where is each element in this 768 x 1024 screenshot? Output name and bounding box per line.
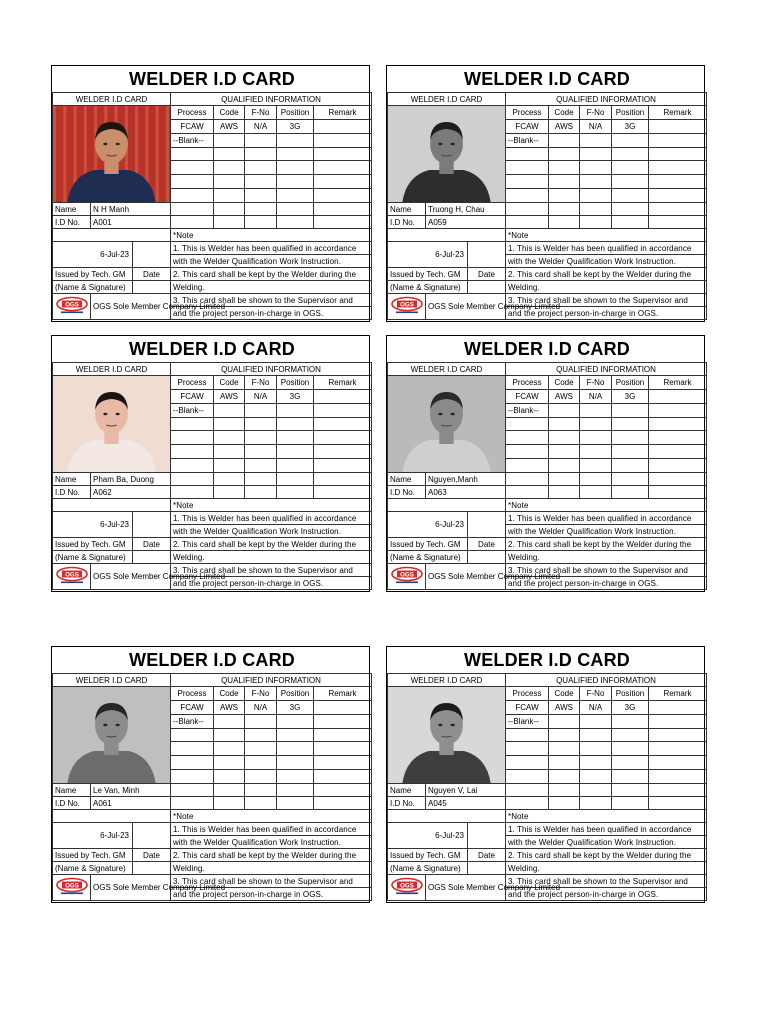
date-label: Date bbox=[468, 849, 506, 862]
welder-id-heading: WELDER I.D CARD bbox=[388, 93, 506, 106]
col-fno-header: F-No bbox=[580, 376, 612, 390]
company-name: OGS Sole Member Company Limited bbox=[426, 294, 506, 320]
id-label: I.D No. bbox=[53, 486, 91, 499]
id-label: I.D No. bbox=[388, 797, 426, 810]
company-name: OGS Sole Member Company Limited bbox=[426, 875, 506, 901]
col-process-header: Process bbox=[171, 687, 214, 701]
date-label: Date bbox=[468, 538, 506, 551]
note-1b: with the Welder Qualification Work Instruction. bbox=[171, 525, 372, 538]
remark-value bbox=[314, 119, 372, 133]
col-code-header: Code bbox=[214, 376, 245, 390]
blank-marker: --Blank-- bbox=[506, 403, 549, 417]
card-title: WELDER I.D CARD bbox=[53, 66, 372, 93]
logo-text: OGS bbox=[64, 571, 79, 579]
blank-marker: --Blank-- bbox=[506, 714, 549, 728]
col-process-header: Process bbox=[171, 106, 214, 120]
welder-photo bbox=[388, 687, 506, 784]
blank-marker: --Blank-- bbox=[506, 133, 549, 147]
ogs-logo bbox=[53, 875, 91, 901]
code-value: AWS bbox=[549, 119, 580, 133]
welder-photo bbox=[53, 106, 171, 203]
col-position-header: Position bbox=[277, 106, 314, 120]
name-signature-label: (Name & Signature) bbox=[388, 281, 468, 294]
name-label: Name bbox=[53, 784, 91, 797]
name-label: Name bbox=[388, 473, 426, 486]
qualified-info-heading: QUALIFIED INFORMATION bbox=[506, 674, 707, 687]
code-value: AWS bbox=[214, 119, 245, 133]
ogs-logo bbox=[53, 564, 91, 590]
note-1a: 1. This is Welder has been qualified in accordance bbox=[171, 823, 372, 836]
id-label: I.D No. bbox=[53, 216, 91, 229]
welder-photo bbox=[388, 376, 506, 473]
name-signature-label: (Name & Signature) bbox=[53, 551, 133, 564]
process-value: FCAW bbox=[506, 700, 549, 714]
note-1a: 1. This is Welder has been qualified in accordance bbox=[506, 512, 707, 525]
welder-name: N H Manh bbox=[91, 203, 171, 216]
col-process-header: Process bbox=[506, 106, 549, 120]
company-name: OGS Sole Member Company Limited bbox=[91, 564, 171, 590]
welder-id-number: A063 bbox=[426, 486, 506, 499]
welder-id-card bbox=[386, 646, 705, 903]
logo-text: OGS bbox=[399, 882, 414, 890]
note-2a: 2. This card shall be kept by the Welder during the bbox=[506, 538, 707, 551]
note-3b: and the project person-in-charge in OGS. bbox=[506, 888, 707, 901]
blank-marker: --Blank-- bbox=[171, 133, 214, 147]
note-label: *Note bbox=[506, 229, 707, 242]
card-title: WELDER I.D CARD bbox=[53, 647, 372, 674]
issued-by-label: Issued by Tech. GM bbox=[388, 538, 468, 551]
fno-value: N/A bbox=[245, 119, 277, 133]
welder-name: Nguyen V, Lai bbox=[426, 784, 506, 797]
note-1b: with the Welder Qualification Work Instruction. bbox=[171, 255, 372, 268]
welder-id-heading: WELDER I.D CARD bbox=[388, 363, 506, 376]
welder-id-number: A059 bbox=[426, 216, 506, 229]
welder-id-number: A045 bbox=[426, 797, 506, 810]
fno-value: N/A bbox=[580, 389, 612, 403]
fno-value: N/A bbox=[580, 700, 612, 714]
name-signature-label: (Name & Signature) bbox=[388, 551, 468, 564]
col-remark-header: Remark bbox=[649, 687, 707, 701]
ogs-logo bbox=[388, 564, 426, 590]
qualified-info-heading: QUALIFIED INFORMATION bbox=[171, 93, 372, 106]
welder-id-heading: WELDER I.D CARD bbox=[53, 674, 171, 687]
note-label: *Note bbox=[171, 229, 372, 242]
code-value: AWS bbox=[549, 389, 580, 403]
position-value: 3G bbox=[277, 700, 314, 714]
welder-id-heading: WELDER I.D CARD bbox=[53, 363, 171, 376]
remark-value bbox=[649, 700, 707, 714]
note-2a: 2. This card shall be kept by the Welder during the bbox=[506, 268, 707, 281]
note-3a: 3. This card shall be shown to the Supervisor and bbox=[506, 564, 707, 577]
welder-name: Nguyen,Manh bbox=[426, 473, 506, 486]
issue-date: 6-Jul-23 bbox=[388, 823, 468, 849]
name-label: Name bbox=[388, 203, 426, 216]
note-1a: 1. This is Welder has been qualified in accordance bbox=[506, 242, 707, 255]
welder-id-card bbox=[51, 335, 370, 592]
qualified-info-heading: QUALIFIED INFORMATION bbox=[506, 363, 707, 376]
position-value: 3G bbox=[612, 119, 649, 133]
company-name: OGS Sole Member Company Limited bbox=[91, 875, 171, 901]
note-1b: with the Welder Qualification Work Instruction. bbox=[171, 836, 372, 849]
welder-name: Truong H, Chau bbox=[426, 203, 506, 216]
issue-date: 6-Jul-23 bbox=[53, 823, 133, 849]
name-signature-label: (Name & Signature) bbox=[53, 281, 133, 294]
note-2b: Welding. bbox=[171, 281, 372, 294]
note-3a: 3. This card shall be shown to the Supervisor and bbox=[506, 294, 707, 307]
welder-photo bbox=[53, 376, 171, 473]
company-name: OGS Sole Member Company Limited bbox=[91, 294, 171, 320]
name-label: Name bbox=[388, 784, 426, 797]
position-value: 3G bbox=[277, 389, 314, 403]
remark-value bbox=[314, 700, 372, 714]
date-label: Date bbox=[468, 268, 506, 281]
note-label: *Note bbox=[171, 499, 372, 512]
note-label: *Note bbox=[506, 810, 707, 823]
note-1b: with the Welder Qualification Work Instruction. bbox=[506, 836, 707, 849]
note-3a: 3. This card shall be shown to the Supervisor and bbox=[506, 875, 707, 888]
note-2b: Welding. bbox=[506, 551, 707, 564]
blank-marker: --Blank-- bbox=[171, 714, 214, 728]
note-1a: 1. This is Welder has been qualified in accordance bbox=[171, 512, 372, 525]
welder-name: Pham Ba, Duong bbox=[91, 473, 171, 486]
blank-marker: --Blank-- bbox=[171, 403, 214, 417]
issue-date: 6-Jul-23 bbox=[53, 512, 133, 538]
welder-id-heading: WELDER I.D CARD bbox=[53, 93, 171, 106]
note-2b: Welding. bbox=[506, 281, 707, 294]
col-fno-header: F-No bbox=[245, 687, 277, 701]
welder-id-heading: WELDER I.D CARD bbox=[388, 674, 506, 687]
issued-by-label: Issued by Tech. GM bbox=[53, 268, 133, 281]
welder-id-card bbox=[386, 65, 705, 322]
welder-id-card bbox=[51, 646, 370, 903]
issued-by-label: Issued by Tech. GM bbox=[53, 849, 133, 862]
process-value: FCAW bbox=[506, 389, 549, 403]
id-label: I.D No. bbox=[388, 486, 426, 499]
welder-photo bbox=[388, 106, 506, 203]
welder-name: Le Van, Minh bbox=[91, 784, 171, 797]
col-code-header: Code bbox=[549, 106, 580, 120]
col-code-header: Code bbox=[549, 687, 580, 701]
col-position-header: Position bbox=[612, 106, 649, 120]
name-signature-label: (Name & Signature) bbox=[53, 862, 133, 875]
remark-value bbox=[314, 389, 372, 403]
issue-date: 6-Jul-23 bbox=[388, 512, 468, 538]
note-3b: and the project person-in-charge in OGS. bbox=[171, 888, 372, 901]
col-fno-header: F-No bbox=[580, 687, 612, 701]
fno-value: N/A bbox=[245, 389, 277, 403]
welder-id-card bbox=[386, 335, 705, 592]
note-3b: and the project person-in-charge in OGS. bbox=[171, 577, 372, 590]
welder-id-number: A062 bbox=[91, 486, 171, 499]
date-label: Date bbox=[133, 849, 171, 862]
name-signature-label: (Name & Signature) bbox=[388, 862, 468, 875]
note-3a: 3. This card shall be shown to the Supervisor and bbox=[171, 564, 372, 577]
remark-value bbox=[649, 389, 707, 403]
card-title: WELDER I.D CARD bbox=[388, 336, 707, 363]
issue-date: 6-Jul-23 bbox=[388, 242, 468, 268]
fno-value: N/A bbox=[245, 700, 277, 714]
issue-date: 6-Jul-23 bbox=[53, 242, 133, 268]
col-fno-header: F-No bbox=[245, 106, 277, 120]
position-value: 3G bbox=[277, 119, 314, 133]
note-2b: Welding. bbox=[171, 551, 372, 564]
process-value: FCAW bbox=[506, 119, 549, 133]
col-code-header: Code bbox=[214, 687, 245, 701]
position-value: 3G bbox=[612, 389, 649, 403]
issued-by-label: Issued by Tech. GM bbox=[388, 849, 468, 862]
code-value: AWS bbox=[214, 700, 245, 714]
col-position-header: Position bbox=[612, 376, 649, 390]
welder-id-number: A061 bbox=[91, 797, 171, 810]
logo-text: OGS bbox=[399, 301, 414, 309]
fno-value: N/A bbox=[580, 119, 612, 133]
id-label: I.D No. bbox=[53, 797, 91, 810]
qualified-info-heading: QUALIFIED INFORMATION bbox=[506, 93, 707, 106]
ogs-logo bbox=[53, 294, 91, 320]
col-position-header: Position bbox=[612, 687, 649, 701]
note-2a: 2. This card shall be kept by the Welder during the bbox=[171, 268, 372, 281]
note-3b: and the project person-in-charge in OGS. bbox=[506, 307, 707, 320]
col-remark-header: Remark bbox=[314, 687, 372, 701]
col-remark-header: Remark bbox=[649, 376, 707, 390]
name-label: Name bbox=[53, 473, 91, 486]
note-3a: 3. This card shall be shown to the Supervisor and bbox=[171, 294, 372, 307]
company-name: OGS Sole Member Company Limited bbox=[426, 564, 506, 590]
col-position-header: Position bbox=[277, 376, 314, 390]
process-value: FCAW bbox=[171, 700, 214, 714]
welder-photo bbox=[53, 687, 171, 784]
note-1b: with the Welder Qualification Work Instruction. bbox=[506, 255, 707, 268]
id-label: I.D No. bbox=[388, 216, 426, 229]
col-remark-header: Remark bbox=[314, 106, 372, 120]
col-process-header: Process bbox=[506, 376, 549, 390]
logo-text: OGS bbox=[64, 882, 79, 890]
note-1b: with the Welder Qualification Work Instruction. bbox=[506, 525, 707, 538]
note-2a: 2. This card shall be kept by the Welder during the bbox=[506, 849, 707, 862]
col-code-header: Code bbox=[549, 376, 580, 390]
card-title: WELDER I.D CARD bbox=[388, 66, 707, 93]
card-title: WELDER I.D CARD bbox=[53, 336, 372, 363]
note-label: *Note bbox=[506, 499, 707, 512]
process-value: FCAW bbox=[171, 389, 214, 403]
note-2b: Welding. bbox=[506, 862, 707, 875]
ogs-logo bbox=[388, 294, 426, 320]
note-3b: and the project person-in-charge in OGS. bbox=[171, 307, 372, 320]
note-1a: 1. This is Welder has been qualified in accordance bbox=[506, 823, 707, 836]
col-code-header: Code bbox=[214, 106, 245, 120]
note-2b: Welding. bbox=[171, 862, 372, 875]
code-value: AWS bbox=[549, 700, 580, 714]
col-process-header: Process bbox=[171, 376, 214, 390]
ogs-logo bbox=[388, 875, 426, 901]
note-label: *Note bbox=[171, 810, 372, 823]
name-label: Name bbox=[53, 203, 91, 216]
welder-id-number: A001 bbox=[91, 216, 171, 229]
col-position-header: Position bbox=[277, 687, 314, 701]
code-value: AWS bbox=[214, 389, 245, 403]
qualified-info-heading: QUALIFIED INFORMATION bbox=[171, 363, 372, 376]
note-2a: 2. This card shall be kept by the Welder during the bbox=[171, 849, 372, 862]
welder-id-card bbox=[51, 65, 370, 322]
logo-text: OGS bbox=[399, 571, 414, 579]
note-1a: 1. This is Welder has been qualified in accordance bbox=[171, 242, 372, 255]
col-remark-header: Remark bbox=[649, 106, 707, 120]
col-fno-header: F-No bbox=[245, 376, 277, 390]
col-fno-header: F-No bbox=[580, 106, 612, 120]
position-value: 3G bbox=[612, 700, 649, 714]
date-label: Date bbox=[133, 538, 171, 551]
note-3a: 3. This card shall be shown to the Supervisor and bbox=[171, 875, 372, 888]
date-label: Date bbox=[133, 268, 171, 281]
col-process-header: Process bbox=[506, 687, 549, 701]
logo-text: OGS bbox=[64, 301, 79, 309]
issued-by-label: Issued by Tech. GM bbox=[388, 268, 468, 281]
qualified-info-heading: QUALIFIED INFORMATION bbox=[171, 674, 372, 687]
issued-by-label: Issued by Tech. GM bbox=[53, 538, 133, 551]
process-value: FCAW bbox=[171, 119, 214, 133]
remark-value bbox=[649, 119, 707, 133]
col-remark-header: Remark bbox=[314, 376, 372, 390]
note-3b: and the project person-in-charge in OGS. bbox=[506, 577, 707, 590]
card-title: WELDER I.D CARD bbox=[388, 647, 707, 674]
note-2a: 2. This card shall be kept by the Welder during the bbox=[171, 538, 372, 551]
